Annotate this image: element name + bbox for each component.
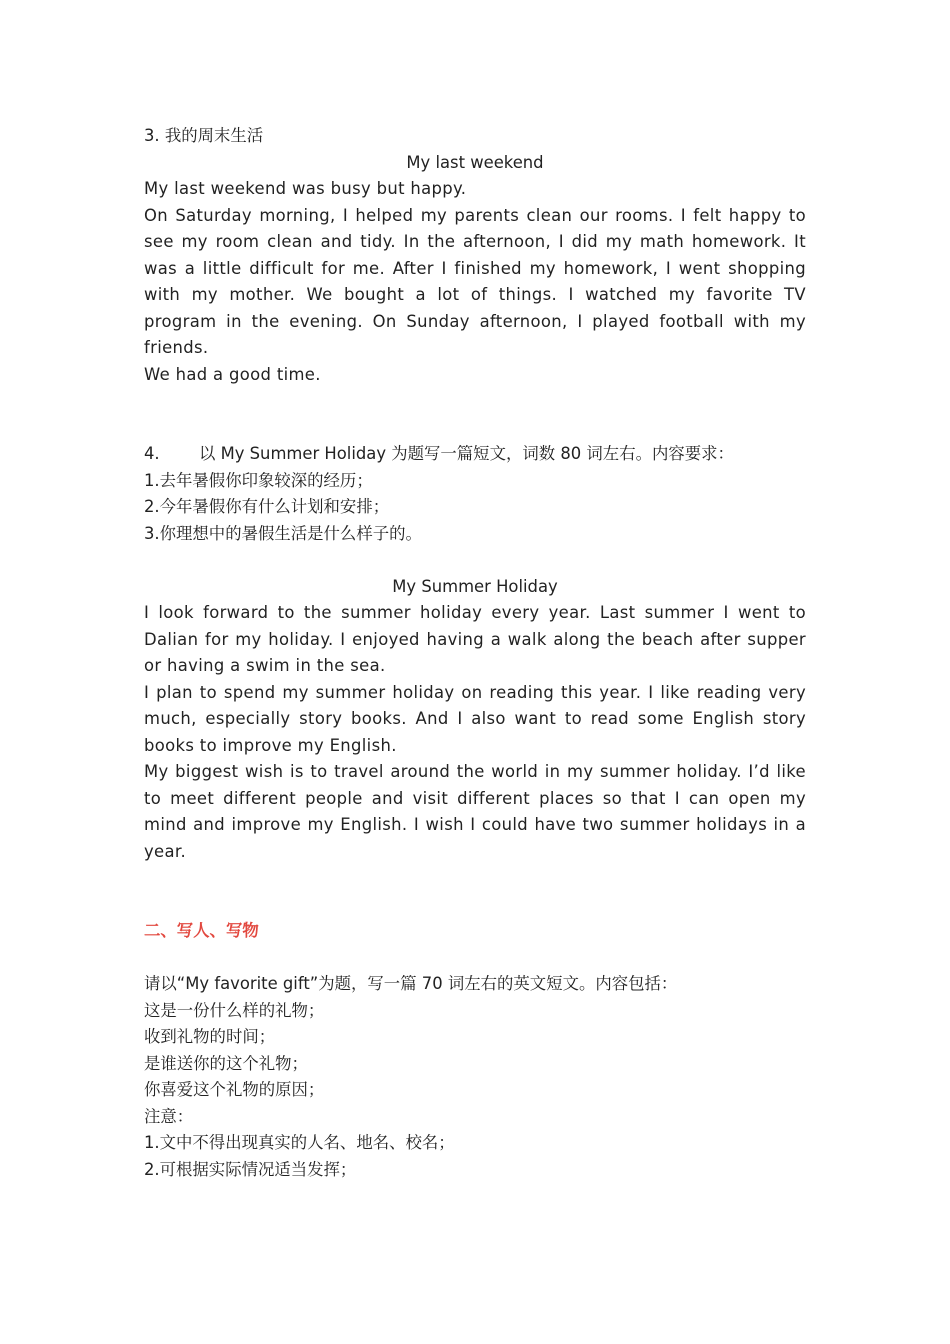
essay-paragraph: My last weekend was busy but happy. [144, 179, 467, 198]
requirement-item: 2.今年暑假你有什么计划和安排； [144, 497, 390, 516]
note-item: 1.文中不得出现真实的人名、地名、校名； [144, 1133, 455, 1152]
essay-title-summer-holiday: My Summer Holiday [392, 576, 558, 596]
content-point: 是谁送你的这个礼物； [144, 1053, 308, 1073]
part-2-prompt: 请以“My favorite gift”为题，写一篇 70 词左右的英文短文。内容包括： [144, 974, 678, 993]
content-point: 收到礼物的时间； [144, 1027, 276, 1046]
part-2-heading: 二、写人、写物 [144, 921, 259, 940]
essay-paragraph: I plan to spend my summer holiday on reading this year. I like reading very much, especially story books. And I also want to read some English story books to improve my English. [144, 682, 806, 755]
section-4-number: 4. [144, 444, 160, 463]
essay-paragraph: I look forward to the summer holiday every year. Last summer I went to Dalian for my holiday. I enjoyed having a walk along the beach after supper or having a swim in the sea. [144, 603, 806, 675]
note-label: 注意： [144, 1106, 194, 1126]
note-item: 2.可根据实际情况适当发挥； [144, 1159, 357, 1179]
spacer [144, 547, 806, 574]
spacer [144, 388, 806, 441]
essay-paragraph: We had a good time. [144, 364, 321, 384]
content-point: 这是一份什么样的礼物； [144, 1000, 325, 1020]
spacer [144, 865, 806, 918]
requirement-item: 3.你理想中的暑假生活是什么样子的。 [144, 523, 422, 543]
essay-paragraph: On Saturday morning, I helped my parents clean our rooms. I felt happy to see my room clean and tidy. In the afternoon, I did my math homework. It was a little difficult for me. After I finished my homework, I went shopping with my mother. We bought a lot of things. I watched my favorite TV program in the evening. On Sunday afternoon, I played football with my friends. [144, 205, 806, 357]
document-page [144, 123, 806, 1183]
content-point: 你喜爱这个礼物的原因； [144, 1080, 325, 1099]
essay-paragraph: My biggest wish is to travel around the world in my summer holiday. I’d like to meet different people and visit different places so that I can open my mind and improve my English. I wish I could have two summer holidays in a year. [144, 762, 806, 861]
requirement-item: 1.去年暑假你印象较深的经历； [144, 470, 373, 490]
essay-title-last-weekend: My last weekend [406, 152, 544, 172]
section-4-prompt-text: 以 My Summer Holiday 为题写一篇短文，词数 80 词左右。内容要求： [199, 444, 734, 463]
spacer [144, 945, 806, 972]
section-3-heading: 3. 我的周末生活 [144, 126, 264, 145]
section-4-prompt [144, 441, 806, 468]
